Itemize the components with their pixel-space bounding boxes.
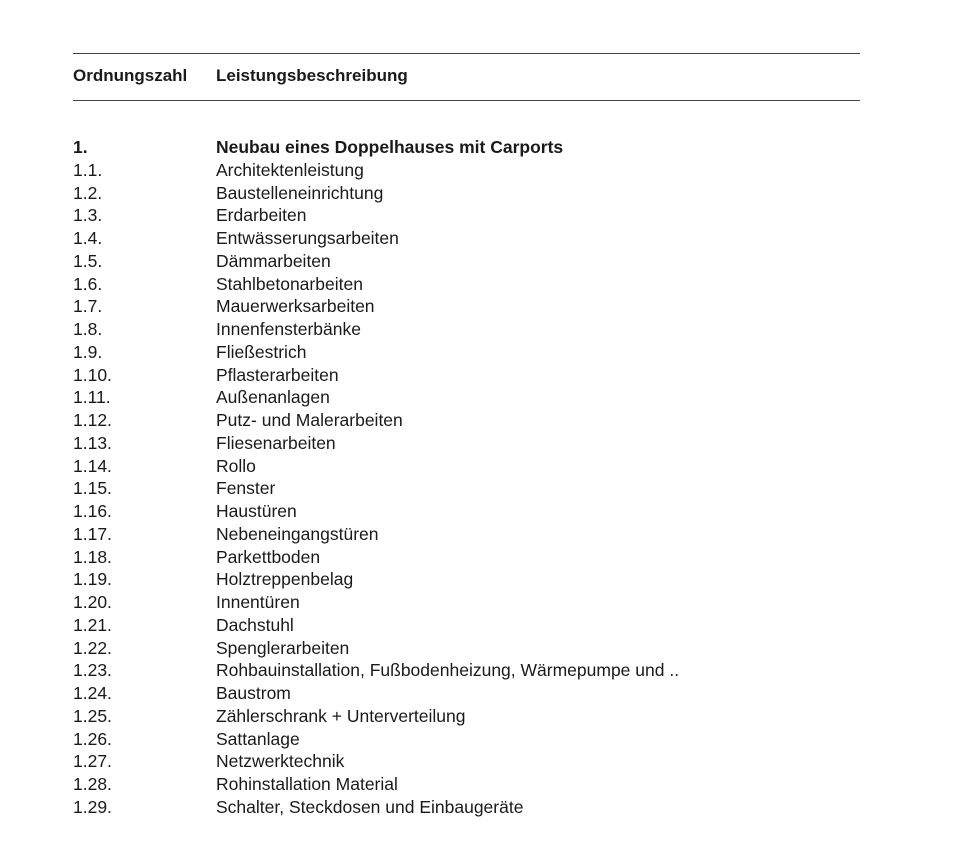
ordnungszahl-cell: 1.24. <box>73 683 112 703</box>
ordnungszahl-cell: 1.26. <box>73 728 112 749</box>
list-item <box>73 705 860 728</box>
ordnungszahl-cell: 1. <box>73 137 88 157</box>
list-item <box>73 637 860 660</box>
list-item <box>73 341 860 364</box>
list-item <box>73 477 860 500</box>
ordnungszahl-cell: 1.11. <box>73 387 111 408</box>
leistungsbeschreibung-cell: Baustrom <box>216 683 291 703</box>
header-ordnungszahl: Ordnungszahl <box>73 66 188 85</box>
table-header <box>73 64 860 88</box>
ordnungszahl-cell: 1.2. <box>73 182 103 203</box>
ordnungszahl-cell: 1.16. <box>73 501 112 521</box>
leistungsbeschreibung-cell: Mauerwerksarbeiten <box>216 296 375 317</box>
list-item <box>73 659 860 682</box>
leistungsbeschreibung-cell: Parkettboden <box>216 546 321 567</box>
ordnungszahl-cell: 1.14. <box>73 455 112 476</box>
leistungsbeschreibung-cell: Haustüren <box>216 501 297 521</box>
header-leistungsbeschreibung: Leistungsbeschreibung <box>216 66 408 85</box>
leistungsbeschreibung-cell: Schalter, Steckdosen und Einbaugeräte <box>216 796 524 817</box>
leistungsbeschreibung-cell: Dämmarbeiten <box>216 250 331 271</box>
ordnungszahl-cell: 1.21. <box>73 614 112 635</box>
list-item <box>73 364 860 387</box>
ordnungszahl-cell: 1.9. <box>73 341 103 362</box>
leistungsbeschreibung-cell: Baustelleneinrichtung <box>216 182 384 203</box>
list-item <box>73 728 860 751</box>
header-bottom-rule <box>73 100 860 101</box>
ordnungszahl-cell: 1.6. <box>73 273 103 294</box>
ordnungszahl-cell: 1.22. <box>73 637 112 658</box>
ordnungszahl-cell: 1.8. <box>73 319 103 339</box>
leistungsbeschreibung-cell: Rohinstallation Material <box>216 774 398 794</box>
ordnungszahl-cell: 1.1. <box>73 159 103 180</box>
list-item <box>73 227 860 250</box>
leistungsbeschreibung-cell: Rohbauinstallation, Fußbodenheizung, Wärmepumpe und .. <box>216 660 680 681</box>
leistungsbeschreibung-cell: Erdarbeiten <box>216 205 307 226</box>
leistungsbeschreibung-cell: Spenglerarbeiten <box>216 637 350 658</box>
leistungsbeschreibung-cell: Innentüren <box>216 592 300 612</box>
list-item <box>73 568 860 591</box>
leistungsbeschreibung-cell: Fließestrich <box>216 341 307 362</box>
list-item <box>73 682 860 705</box>
ordnungszahl-cell: 1.15. <box>73 478 112 499</box>
leistungsbeschreibung-cell: Stahlbetonarbeiten <box>216 273 363 294</box>
list-item <box>73 318 860 341</box>
ordnungszahl-cell: 1.27. <box>73 751 112 772</box>
list-item <box>73 523 860 546</box>
leistungsbeschreibung-cell: Fenster <box>216 478 276 499</box>
leistungsbeschreibung-cell: Pflasterarbeiten <box>216 364 339 385</box>
list-item <box>73 614 860 637</box>
ordnungszahl-cell: 1.3. <box>73 205 103 226</box>
leistungsbeschreibung-cell: Holztreppenbelag <box>216 569 354 590</box>
leistungsbeschreibung-cell: Nebeneingangstüren <box>216 523 379 544</box>
list-item <box>73 295 860 318</box>
leistungsbeschreibung-cell: Sattanlage <box>216 728 300 749</box>
list-item <box>73 455 860 478</box>
item-list <box>73 136 860 819</box>
leistungsbeschreibung-cell: Netzwerktechnik <box>216 751 345 772</box>
list-item <box>73 773 860 796</box>
ordnungszahl-cell: 1.23. <box>73 660 112 681</box>
ordnungszahl-cell: 1.29. <box>73 796 112 817</box>
ordnungszahl-cell: 1.5. <box>73 250 103 271</box>
ordnungszahl-cell: 1.25. <box>73 705 112 726</box>
list-item <box>73 386 860 409</box>
list-item <box>73 409 860 432</box>
list-item <box>73 250 860 273</box>
ordnungszahl-cell: 1.7. <box>73 296 103 317</box>
leistungsbeschreibung-cell: Rollo <box>216 455 256 476</box>
ordnungszahl-cell: 1.4. <box>73 228 103 248</box>
list-item <box>73 273 860 296</box>
leistungsbeschreibung-cell: Fliesenarbeiten <box>216 432 336 453</box>
ordnungszahl-cell: 1.18. <box>73 546 112 567</box>
list-item <box>73 182 860 205</box>
list-item <box>73 500 860 523</box>
list-item <box>73 204 860 227</box>
list-item <box>73 750 860 773</box>
leistungsbeschreibung-cell: Innenfensterbänke <box>216 319 361 339</box>
leistungsbeschreibung-cell: Entwässerungsarbeiten <box>216 228 399 248</box>
list-item <box>73 159 860 182</box>
list-item <box>73 591 860 614</box>
header-top-rule <box>73 53 860 54</box>
ordnungszahl-cell: 1.28. <box>73 774 112 794</box>
leistungsbeschreibung-cell: Putz- und Malerarbeiten <box>216 410 403 430</box>
leistungsbeschreibung-cell: Neubau eines Doppelhauses mit Carports <box>216 137 564 157</box>
leistungsbeschreibung-cell: Außenanlagen <box>216 387 330 408</box>
list-item <box>73 432 860 455</box>
ordnungszahl-cell: 1.10. <box>73 364 112 385</box>
ordnungszahl-cell: 1.17. <box>73 523 112 544</box>
ordnungszahl-cell: 1.19. <box>73 569 112 590</box>
ordnungszahl-cell: 1.12. <box>73 410 112 430</box>
leistungsbeschreibung-cell: Dachstuhl <box>216 614 294 635</box>
section-heading-row <box>73 136 860 159</box>
ordnungszahl-cell: 1.20. <box>73 592 112 612</box>
list-item <box>73 796 860 819</box>
leistungsbeschreibung-cell: Architektenleistung <box>216 159 364 180</box>
leistungsbeschreibung-cell: Zählerschrank + Unterverteilung <box>216 705 466 726</box>
ordnungszahl-cell: 1.13. <box>73 432 112 453</box>
list-item <box>73 546 860 569</box>
